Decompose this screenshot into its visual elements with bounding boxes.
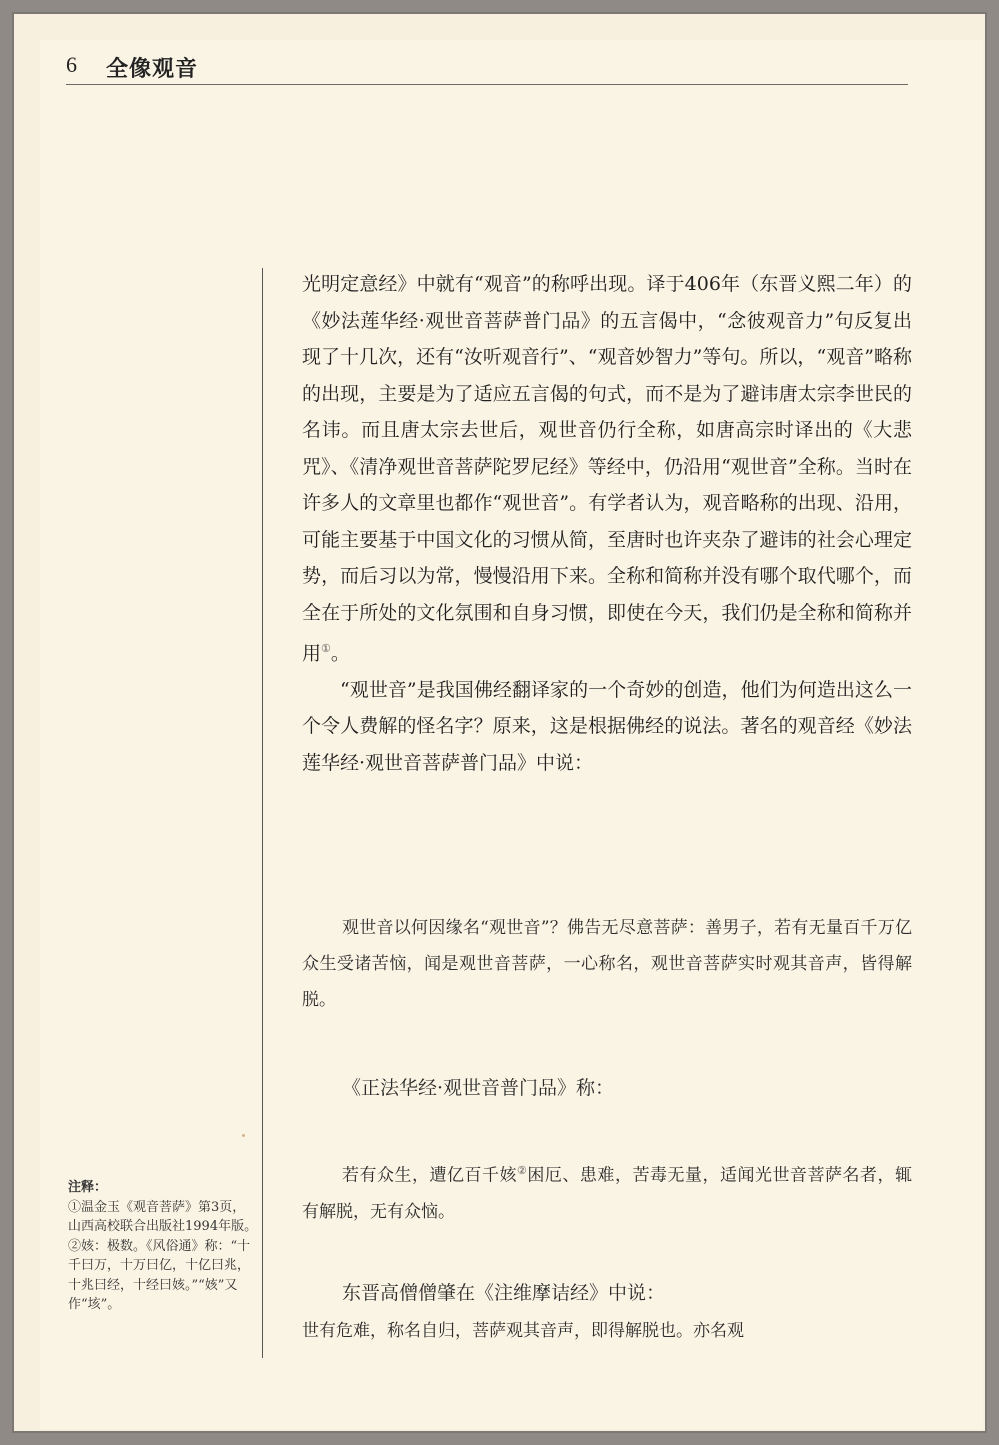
quote-2-text: [302, 1153, 912, 1230]
quote-1-text: 观世音以何因缘名“观世音”？佛告无尽意菩萨：善男子，若有无量百千万亿众生受诸苦恼，闻是观世音菩萨，一心称名，观世音菩萨实时观其音声，皆得解脱。: [302, 918, 912, 1010]
page-header: [66, 50, 908, 85]
sidebar-divider: [262, 268, 263, 1358]
footnotes-title: 注释：: [68, 1180, 108, 1195]
paragraph-2: “观世音”是我国佛经翻译家的一个奇妙的创造，他们为何造出这么一个令人费解的怪名字？原来，这是根据佛经的说法。著名的观音经《妙法莲华经·观世音菩萨普门品》中说：: [302, 678, 912, 774]
page-number: 6: [66, 52, 77, 77]
quote-2-text-b: 困厄、患难，苦毒无量，适闻光世音菩萨名者，辄有解脱，无有众恼。: [302, 1165, 913, 1222]
footnote-ref-1[interactable]: ①: [321, 642, 331, 655]
footnote-2: ②姟：极数。《风俗通》称：“十千曰万，十万曰亿，十亿曰兆，十兆曰经，十经曰姟。”“姟”又作“垓”。: [68, 1238, 251, 1312]
paper-speck: [242, 1134, 245, 1137]
footnote-1: ①温金玉《观音菩萨》第3页，山西高校联合出版社1994年版。: [68, 1199, 258, 1234]
quote-1: [302, 910, 912, 1018]
footnote-ref-2[interactable]: ②: [517, 1164, 528, 1177]
quote-2-intro: [302, 1070, 912, 1106]
paragraph-1: [302, 266, 912, 672]
paragraph-1-end: 。: [330, 642, 350, 665]
footnotes: [68, 1178, 258, 1315]
paragraph-1-text: 光明定意经》中就有“观音”的称呼出现。译于406年（东晋义熙二年）的《妙法莲华经·观世音菩萨普门品》的五言偈中，“念彼观音力”句反复出现了十几次，还有“汝听观音行”、“观音妙智力”等句。所以，“观音”略称的出现，主要是为了适应五言偈的句式，而不是为了避讳唐太宗李世民的名讳。而且唐太宗去世后，观世音仍行全称，如唐高宗时译出的《大悲咒》、《清净观世音菩萨陀罗尼经》等经中，仍沿用“观世音”全称。当时在许多人的文章里也都作“观世音”。有学者认为，观音略称的出现、沿用，可能主要基于中国文化的习惯从简，至唐时也许夹杂了避讳的社会心理定势，而后习以为常，慢慢沿用下来。全称和简称并没有哪个取代哪个，而全在于所处的文化氛围和自身习惯，即使在今天，我们仍是全称和简称并用: [302, 273, 912, 665]
quote-3-intro: [302, 1275, 912, 1311]
quote-2: [302, 1153, 912, 1230]
quote-3-text: 世有危难，称名自归，菩萨观其音声，即得解脱也。亦名观: [302, 1321, 744, 1341]
quote-3-intro-text: 东晋高僧僧肇在《注维摩诘经》中说：: [342, 1282, 666, 1304]
main-text: [302, 266, 912, 781]
running-title: 全像观音: [106, 57, 199, 82]
quote-2-text-a: 若有众生，遭亿百千姟: [342, 1165, 518, 1186]
quote-2-intro-text: 《正法华经·观世音普门品》称：: [342, 1077, 615, 1099]
quote-3: [302, 1313, 912, 1349]
